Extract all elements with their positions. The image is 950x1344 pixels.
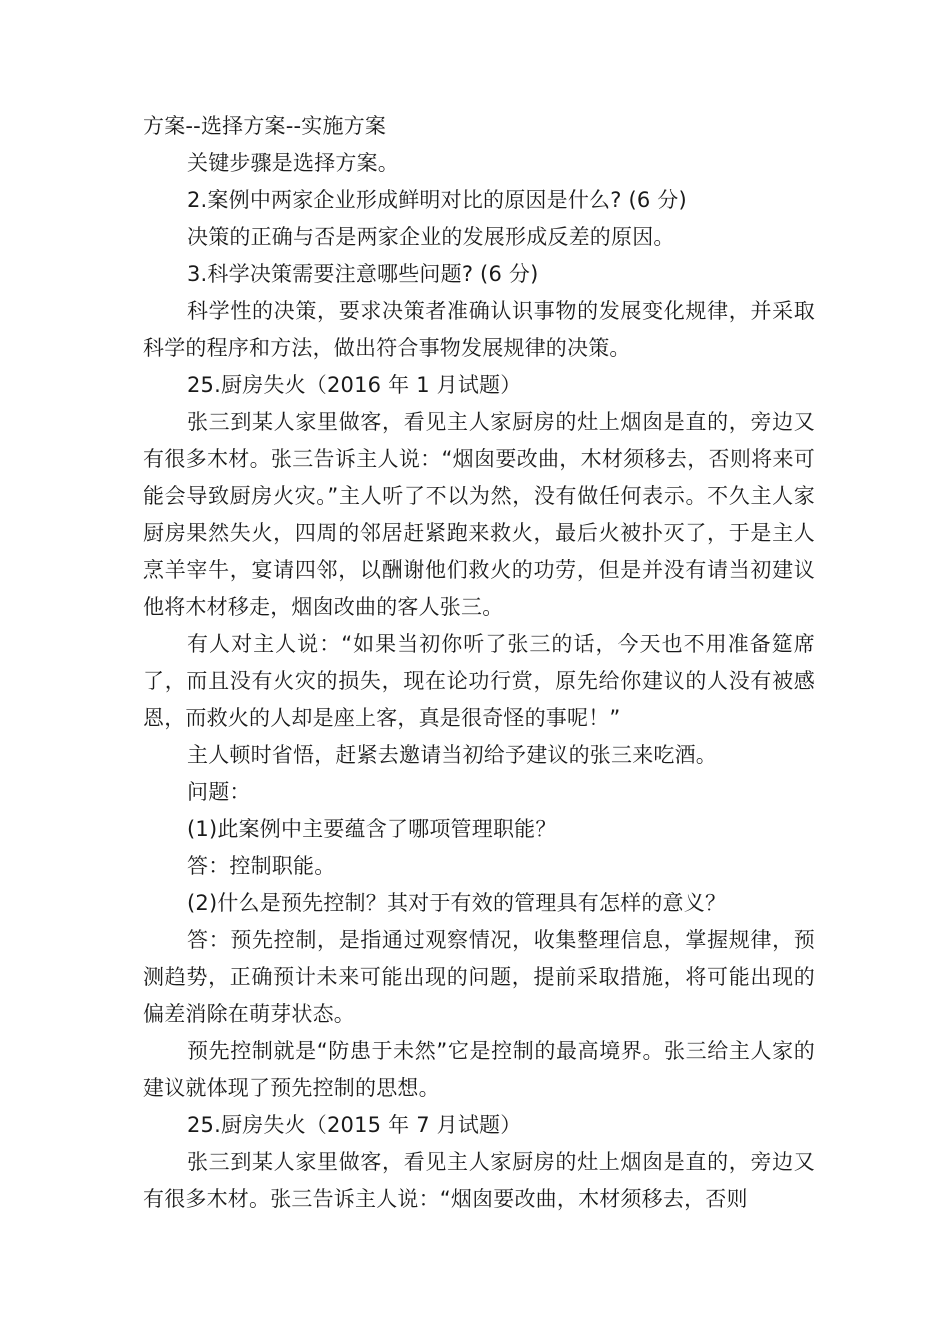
document-body [143, 108, 815, 1218]
case-question-2: (2)什么是预先控制？其对于有效的管理具有怎样的意义？ [187, 891, 727, 915]
case-answer-2-continued: 预先控制就是“防患于未然”它是控制的最高境界。张三给主人家的建议就体现了预先控制的思想。 [143, 1039, 815, 1100]
case-question-1: (1)此案例中主要蕴含了哪项管理职能？ [187, 817, 557, 841]
case-answer-2: 答：预先控制，是指通过观察情况，收集整理信息，掌握规律，预测趋势，正确预计未来可能出现的问题，提前采取措施，将可能出现的偏差消除在萌芽状态。 [143, 928, 815, 1026]
question-3: 3.科学决策需要注意哪些问题? (6 分) [187, 262, 539, 286]
question-2: 2.案例中两家企业形成鲜明对比的原因是什么? (6 分) [187, 188, 687, 212]
case-heading-2015: 25.厨房失火（2015 年 7 月试题） [187, 1113, 522, 1137]
questions-label: 问题： [187, 780, 251, 804]
case-story-paragraph: 有人对主人说：“如果当初你听了张三的话，今天也不用准备筵席了，而且没有火灾的损失，现在论功行赏，原先给你建议的人没有被感恩，而救火的人却是座上客，真是很奇怪的事呢！” [143, 632, 815, 730]
paragraph-plan-steps: 方案--选择方案--实施方案 [143, 114, 387, 138]
answer-3: 科学性的决策，要求决策者准确认识事物的发展变化规律，并采取科学的程序和方法，做出符合事物发展规律的决策。 [143, 299, 815, 360]
case-story-paragraph: 主人顿时省悟，赶紧去邀请当初给予建议的张三来吃酒。 [187, 743, 717, 767]
case-answer-1: 答：控制职能。 [187, 854, 336, 878]
paragraph-key-step: 关键步骤是选择方案。 [187, 151, 399, 175]
answer-2: 决策的正确与否是两家企业的发展形成反差的原因。 [187, 225, 675, 249]
case-story-paragraph: 张三到某人家里做客，看见主人家厨房的灶上烟囱是直的，旁边又有很多木材。张三告诉主人说：“烟囱要改曲，木材须移去，否则 [143, 1150, 815, 1211]
case-story-paragraph: 张三到某人家里做客，看见主人家厨房的灶上烟囱是直的，旁边又有很多木材。张三告诉主人说：“烟囱要改曲，木材须移去，否则将来可能会导致厨房火灾。”主人听了不以为然，没有做任何表示。不久主人家厨房果然失火，四周的邻居赶紧跑来救火，最后火被扑灭了，于是主人烹羊宰牛，宴请四邻，以酬谢他们救火的功劳，但是并没有请当初建议他将木材移走，烟囱改曲的客人张三。 [143, 410, 815, 619]
case-heading-2016: 25.厨房失火（2016 年 1 月试题） [187, 373, 522, 397]
